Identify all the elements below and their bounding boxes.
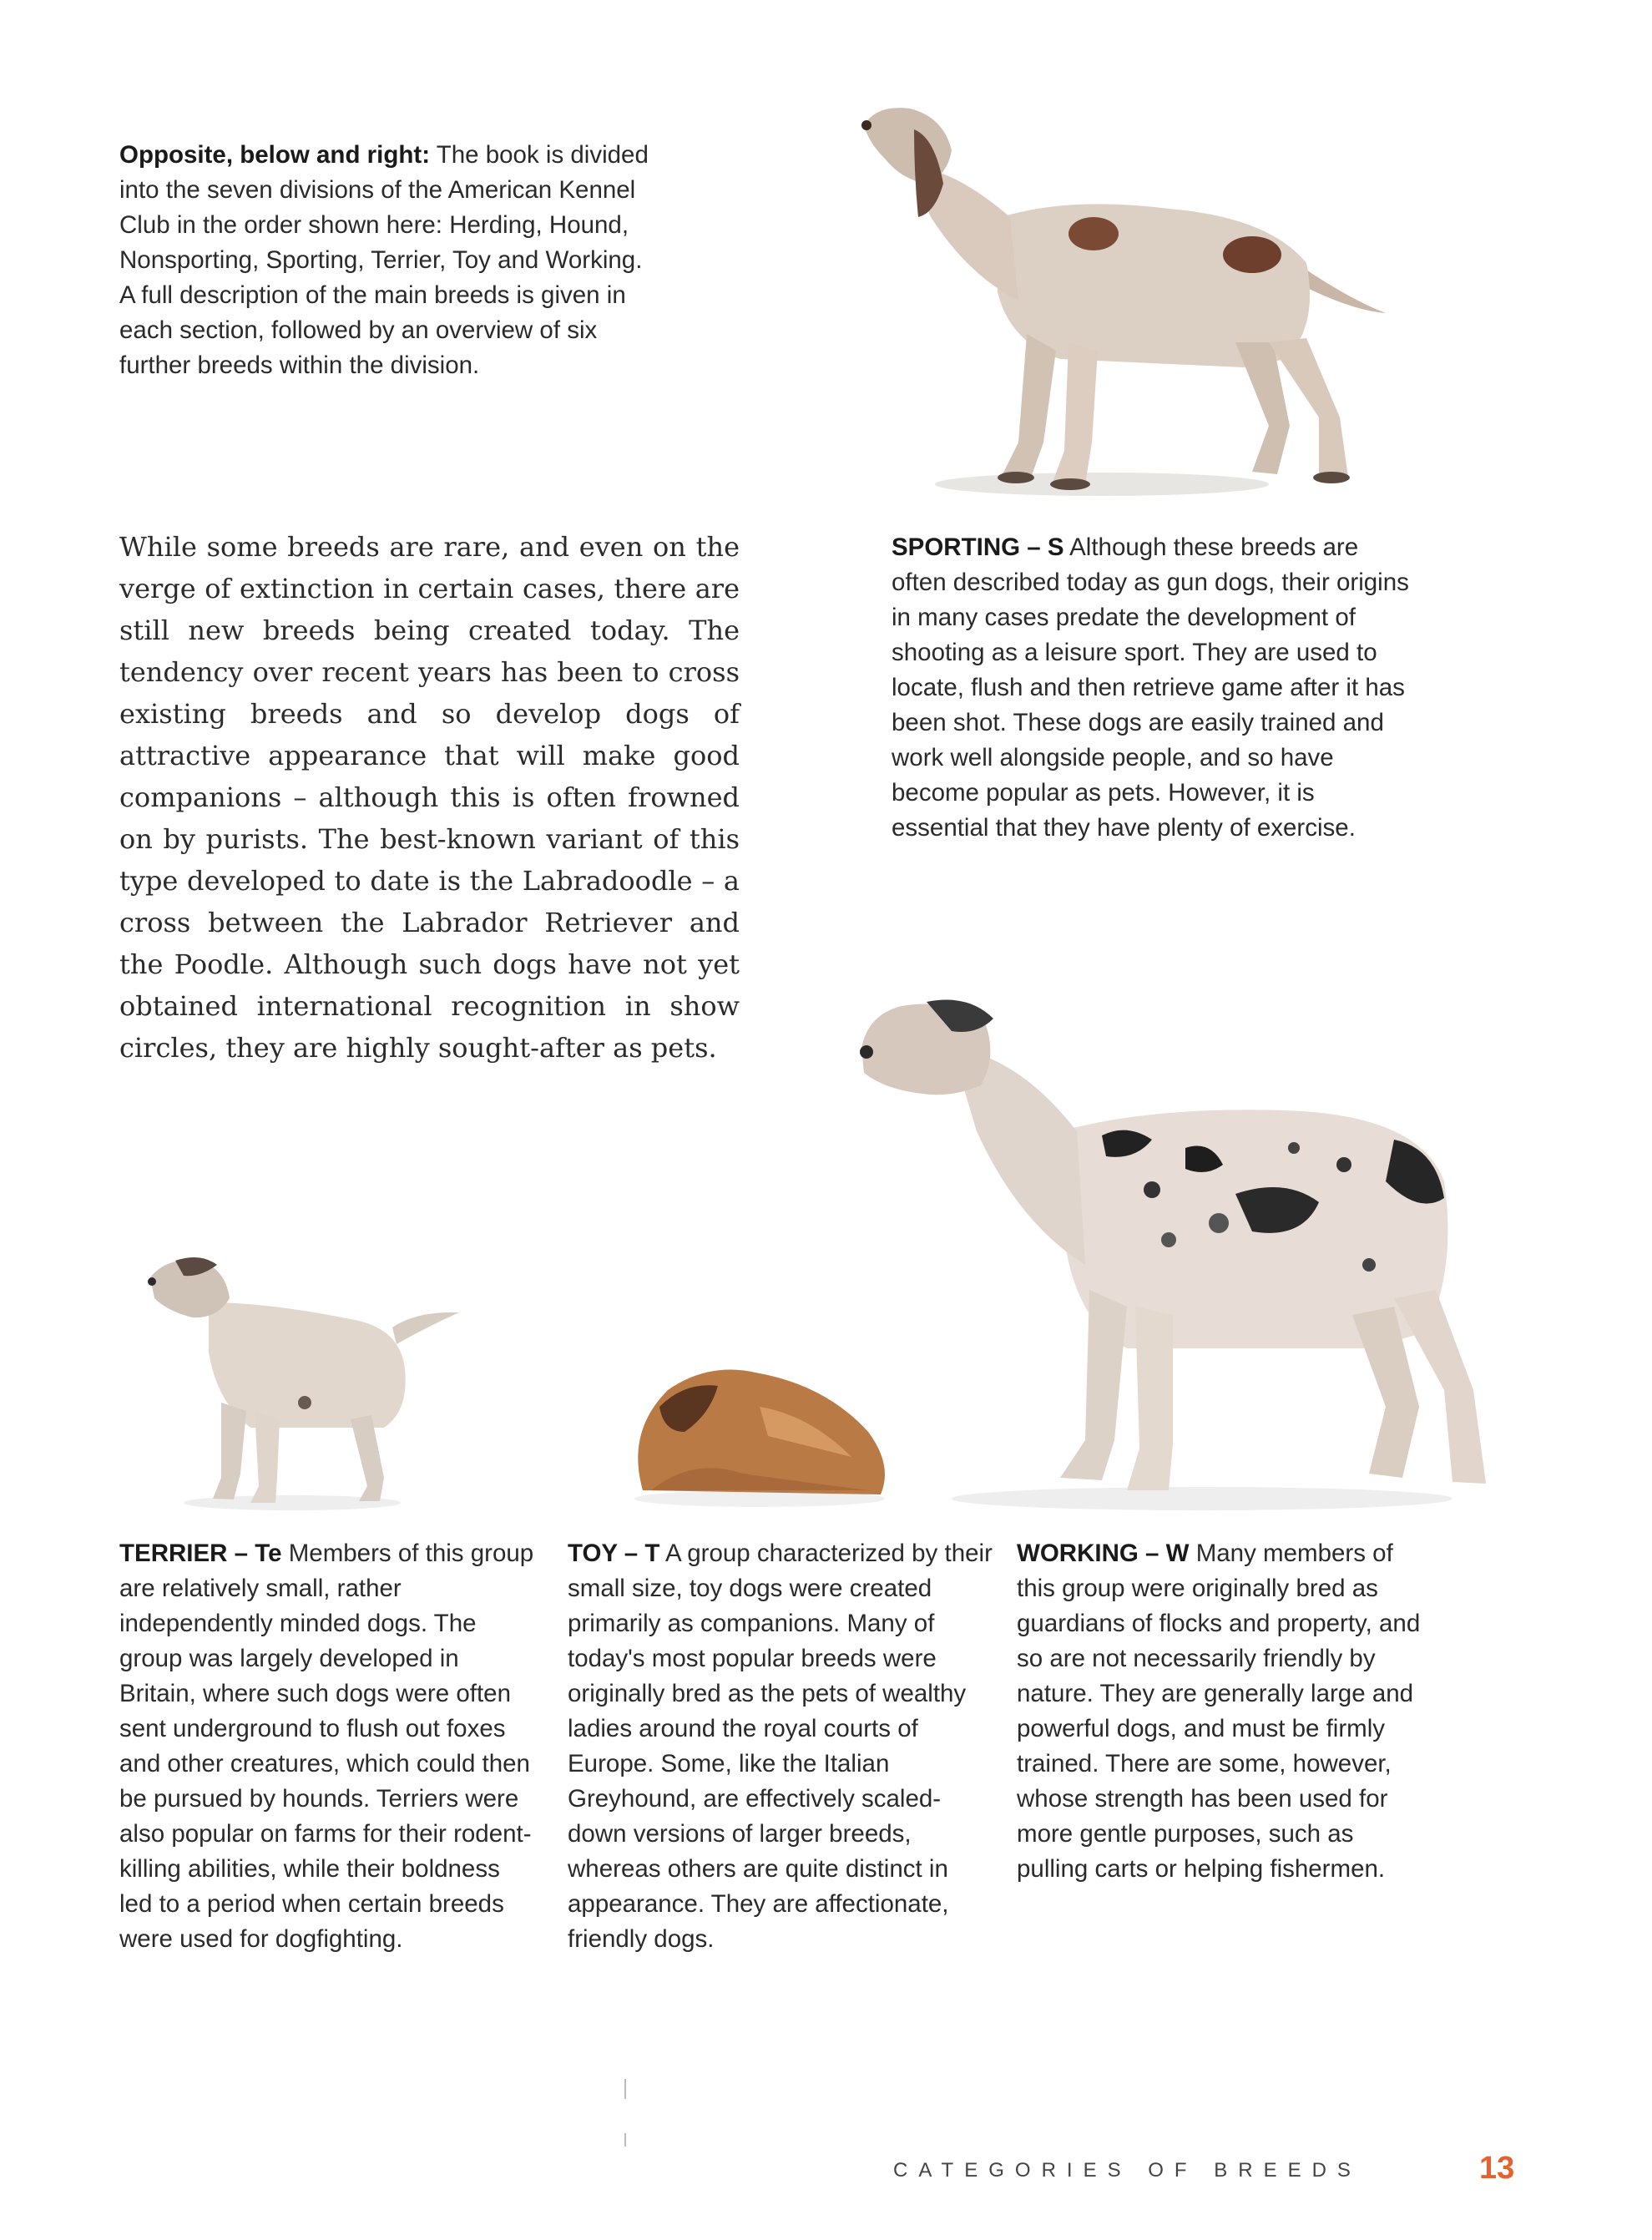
terrier-caption-lead: TERRIER – Te [119,1540,282,1567]
body-paragraph: While some breeds are rare, and even on the verge of extinction in certain cases, there are still new breeds being created today. The tendency over recent years has been to cross existing breeds and so develop dogs of attractive appearance that will make good companions – although this is often frowned on by purists. The best-known variant of this type developed to date is the Labradoodle – a cross between the Labrador Retriever and the Poodle. Although such dogs have not yet obtained international recognition in show circles, they are highly sought-after as pets. [119,531,740,1064]
working-caption-text: Many members of this group were originally bred as guardians of flocks and property, and so are not necessarily friendly by nature. They are generally large and powerful dogs, and must be firmly trained. There are some, however, whose strength has been used for more gentle purposes, such as pulling carts or helping fishermen. [1017,1540,1421,1883]
working-caption-lead: WORKING – W [1017,1540,1190,1567]
scan-mark [624,2079,626,2099]
terrier-caption-text: Members of this group are relatively small, rather independently minded dogs. The group was largely developed in Britain, where such dogs were often sent underground to flush out foxes and other creatures, which could then be pursued by hounds. Terriers were also popular on farms for their rodent-killing abilities, while their boldness led to a period when certain breeds were used for dogfighting. [119,1540,534,1953]
page-number: 13 [1479,2151,1515,2186]
intro-caption-text: The book is divided into the seven divisions of the American Kennel Club in the order shown here: Herding, Hound, Nonsporting, Sporting, Terrier, Toy and Working. A full description of the main breeds is given in each section, followed by an overview of six further breeds within the division. [119,141,649,379]
toy-caption-lead: TOY – T [568,1540,660,1567]
pekingese-dog-image [618,1357,902,1515]
pointer-dog-image [851,92,1402,518]
great-dane-dog-image [851,989,1511,1524]
sporting-caption [892,530,1413,846]
terrier-caption [119,1536,537,1957]
working-caption [1017,1536,1426,1887]
intro-caption-lead: Opposite, below and right: [119,141,431,169]
toy-caption-text: A group characterized by their small size, toy dogs were created primarily as companions. Many of today's most popular breeds were originally bred as the pets of wealthy ladies around the royal courts of Europe. Some, like the Italian Greyhound, are effectively scaled-down versions of larger breeds, whereas others are quite distinct in appearance. They are affectionate, friendly dogs. [568,1540,993,1953]
terrier-dog-image [142,1252,467,1519]
intro-caption [119,138,654,383]
toy-caption [568,1536,993,1957]
sporting-caption-text: Although these breeds are often described today as gun dogs, their origins in many cases predate the development of shooting as a leisure sport. They are used to locate, flush and then retrieve game after it has been shot. These dogs are easily trained and work well alongside people, and so have become popular as pets. However, it is essential that they have plenty of exercise. [892,533,1409,842]
scan-mark [624,2133,626,2146]
footer-section-title: CATEGORIES OF BREEDS [893,2159,1362,2182]
sporting-caption-lead: SPORTING – S [892,533,1064,561]
